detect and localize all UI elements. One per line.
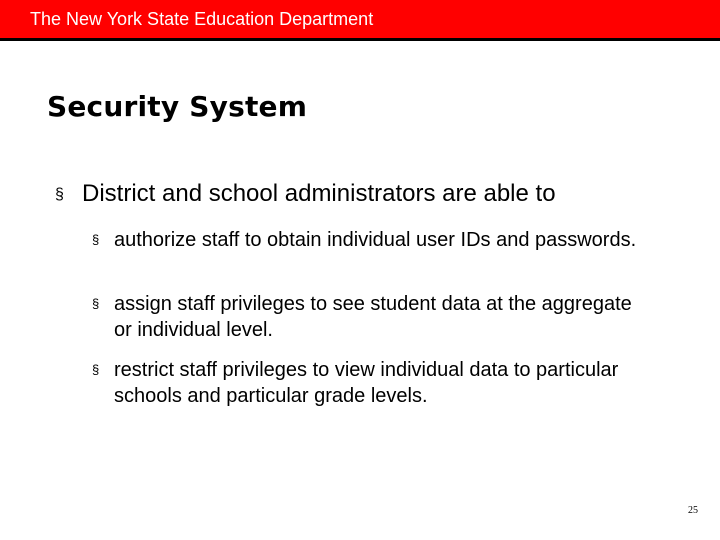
main-point-text: District and school administrators are able to bbox=[82, 180, 556, 207]
square-bullet-icon: § bbox=[92, 362, 100, 377]
sub-bullet-item bbox=[92, 227, 654, 253]
sub-bullet-item bbox=[92, 291, 654, 343]
page-number: 25 bbox=[688, 505, 698, 516]
slide-title: Security System bbox=[47, 90, 308, 123]
square-bullet-icon: § bbox=[92, 296, 100, 311]
main-bullet-item bbox=[55, 180, 556, 208]
header-bar bbox=[0, 0, 720, 41]
square-bullet-icon: § bbox=[92, 232, 100, 247]
sub-point-text: authorize staff to obtain individual user IDs and passwords. bbox=[114, 229, 637, 251]
square-bullet-icon: § bbox=[55, 186, 64, 203]
sub-point-text: restrict staff privileges to view individual data to particular schools and particular grade levels. bbox=[114, 359, 619, 407]
sub-point-text: assign staff privileges to see student data at the aggregate or individual level. bbox=[114, 293, 632, 341]
sub-bullet-item bbox=[92, 357, 654, 409]
organization-name: The New York State Education Department bbox=[30, 9, 374, 29]
